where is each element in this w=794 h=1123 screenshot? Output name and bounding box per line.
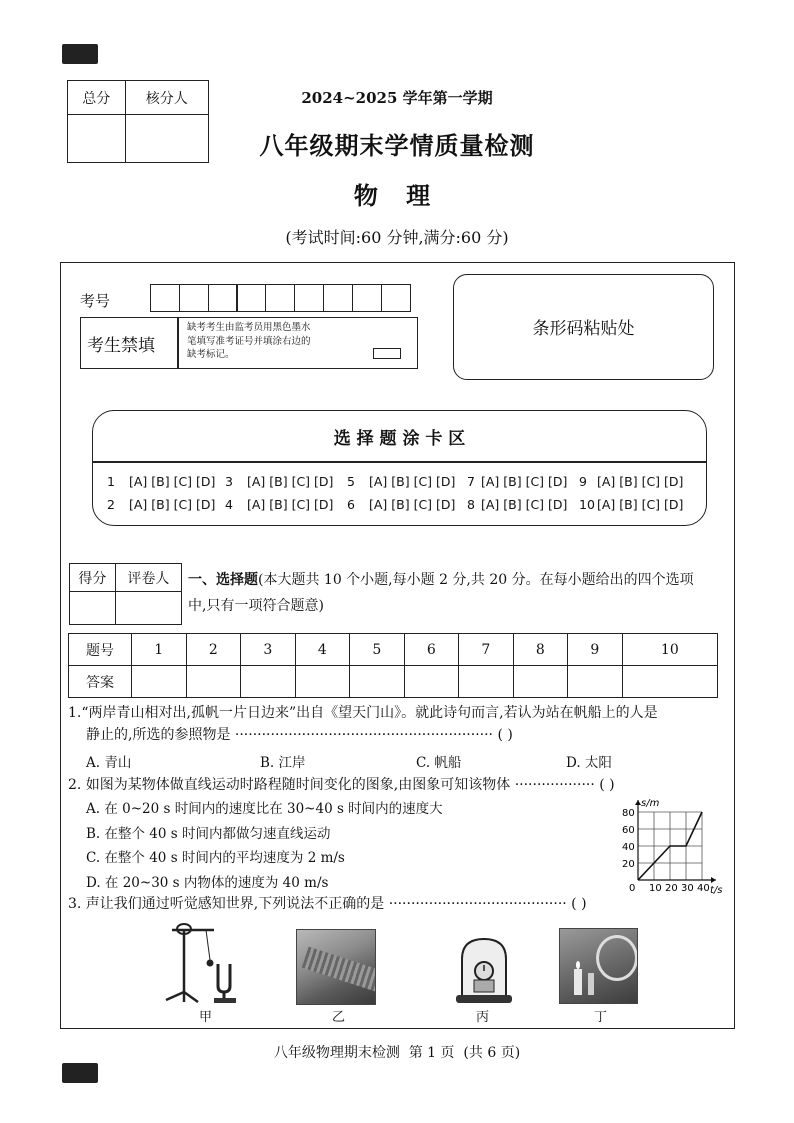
id-cell[interactable] bbox=[294, 284, 324, 312]
chart-y-tick-label: 20 bbox=[622, 859, 635, 870]
answer-cell[interactable] bbox=[622, 666, 717, 698]
bubble-q-num: 8 bbox=[467, 497, 475, 512]
answer-grid-number: 1 bbox=[132, 634, 187, 666]
bubble-q-num: 7 bbox=[467, 474, 475, 489]
section-heading-line1 bbox=[188, 567, 733, 593]
registration-mark-bottom bbox=[62, 1063, 98, 1083]
bubble-opts[interactable]: [A] [B] [C] [D] bbox=[247, 474, 334, 489]
answer-cell[interactable] bbox=[295, 666, 350, 698]
q2-option-c[interactable]: C. 在整个 40 s 时间内的平均速度为 2 m/s bbox=[86, 850, 345, 866]
candidate-ban-box bbox=[80, 317, 418, 369]
barcode-area bbox=[453, 274, 714, 380]
figure-label-jia: 甲 bbox=[199, 1010, 213, 1025]
choice-area-title: 选 择 题 涂 卡 区 bbox=[333, 429, 466, 449]
section-heading-rest: (本大题共 10 个小题,每小题 2 分,共 20 分。在每小题给出的四个选项 bbox=[258, 572, 694, 588]
candidate-id-cells[interactable] bbox=[150, 284, 409, 312]
figure-ding-candle-photo bbox=[559, 928, 638, 1004]
term-label: 2024~2025 学年第一学期 bbox=[301, 89, 493, 107]
bubble-q-num: 5 bbox=[347, 474, 355, 489]
ban-note-line: 笔填写准考证号并填涂右边的 bbox=[187, 335, 311, 347]
bubble-q-num: 6 bbox=[347, 497, 355, 512]
answer-grid-number: 7 bbox=[459, 634, 514, 666]
answer-grid-number: 2 bbox=[186, 634, 241, 666]
figure-label-bing: 丙 bbox=[476, 1010, 490, 1025]
bubble-q-num: 1 bbox=[107, 474, 115, 489]
checker-label: 核分人 bbox=[125, 81, 209, 115]
question-1-line2: 静止的,所选的参照物是 ·························································· ( ) bbox=[86, 727, 513, 743]
section-score-label: 得分 bbox=[70, 564, 116, 592]
page-footer: 八年级物理期末检测 第 1 页 (共 6 页) bbox=[273, 1045, 521, 1061]
id-cell[interactable] bbox=[150, 284, 180, 312]
chart-x-tick-label: 10 bbox=[649, 883, 662, 894]
answer-grid-number: 8 bbox=[513, 634, 568, 666]
q2-option-d[interactable]: D. 在 20~30 s 内物体的速度为 40 m/s bbox=[86, 874, 329, 891]
answer-cell[interactable] bbox=[132, 666, 187, 698]
bubble-item[interactable] bbox=[467, 497, 579, 512]
distance-time-chart bbox=[608, 796, 726, 894]
bubble-q-num: 2 bbox=[107, 497, 115, 512]
chart-y-axis-label: s/m bbox=[641, 798, 660, 809]
answer-grid-number: 10 bbox=[622, 634, 717, 666]
question-2-stem: 2. 如图为某物体做直线运动时路程随时间变化的图象,由图象可知该物体 ·················· ( ) bbox=[68, 777, 615, 793]
chart-x-tick-label: 20 bbox=[665, 883, 678, 894]
question-2-options bbox=[86, 797, 443, 895]
bubble-item[interactable] bbox=[579, 497, 697, 512]
absent-mark-box[interactable] bbox=[373, 348, 401, 359]
id-cell[interactable] bbox=[352, 284, 382, 312]
bubble-q-num: 3 bbox=[225, 474, 233, 489]
chart-origin-label: 0 bbox=[629, 883, 636, 894]
chart-x-tick-label: 30 bbox=[681, 883, 694, 894]
choice-area-divider bbox=[93, 461, 706, 463]
chart-y-tick-label: 40 bbox=[622, 842, 635, 853]
answer-grid-number: 5 bbox=[350, 634, 405, 666]
bubble-opts[interactable]: [A] [B] [C] [D] bbox=[369, 474, 456, 489]
answer-grid-answer-label: 答案 bbox=[69, 666, 132, 698]
q2-option-a[interactable]: A. 在 0~20 s 时间内的速度比在 30~40 s 时间内的速度大 bbox=[86, 801, 443, 817]
bubble-q-num: 4 bbox=[225, 497, 233, 512]
id-cell[interactable] bbox=[265, 284, 295, 312]
chart-x-arrow bbox=[711, 877, 716, 883]
answer-cell[interactable] bbox=[350, 666, 405, 698]
id-cell[interactable] bbox=[236, 284, 266, 312]
bubble-opts[interactable]: [A] [B] [C] [D] bbox=[247, 497, 334, 512]
figure-label-ding: 丁 bbox=[594, 1010, 608, 1025]
candidate-id-label: 考号 bbox=[80, 292, 111, 310]
figure-bing-bell-jar bbox=[452, 925, 516, 1007]
section-heading-bold: 一、选择题 bbox=[188, 572, 258, 588]
bubble-item[interactable] bbox=[107, 474, 225, 489]
bubble-item[interactable] bbox=[467, 474, 579, 489]
q1-option-d[interactable]: D. 太阳 bbox=[566, 755, 612, 771]
bubble-opts[interactable]: [A] [B] [C] [D] bbox=[481, 497, 568, 512]
answer-cell[interactable] bbox=[241, 666, 296, 698]
answer-grid-number: 4 bbox=[295, 634, 350, 666]
bubble-item[interactable] bbox=[347, 474, 467, 489]
answer-cell[interactable] bbox=[186, 666, 241, 698]
answer-grid-number-label: 题号 bbox=[69, 634, 132, 666]
answer-grid-number: 6 bbox=[404, 634, 459, 666]
exam-info: (考试时间:60 分钟,满分:60 分) bbox=[285, 228, 509, 247]
ban-label: 考生禁填 bbox=[87, 336, 155, 356]
chart-y-tick-label: 80 bbox=[622, 808, 635, 819]
ban-note-line: 缺考标记。 bbox=[187, 349, 235, 360]
question-1-options bbox=[86, 751, 706, 771]
figure-yi-zither-photo bbox=[296, 929, 376, 1005]
question-3-stem: 3. 声让我们通过听觉感知世界,下列说法不正确的是 ········································ ( ) bbox=[68, 896, 587, 912]
figure-jia-tuning-fork bbox=[158, 920, 250, 1006]
answer-grid-number: 9 bbox=[568, 634, 623, 666]
bubble-item[interactable] bbox=[107, 497, 225, 512]
id-cell[interactable] bbox=[179, 284, 209, 312]
bubble-opts[interactable]: [A] [B] [C] [D] bbox=[129, 497, 216, 512]
question-1 bbox=[68, 702, 728, 746]
section-score-box bbox=[69, 563, 182, 625]
section-score-cell[interactable] bbox=[70, 592, 116, 625]
bubble-row-1 bbox=[107, 474, 697, 489]
ban-divider bbox=[177, 318, 179, 368]
bubble-item[interactable] bbox=[579, 474, 697, 489]
id-cell[interactable] bbox=[208, 284, 238, 312]
registration-mark-top bbox=[62, 44, 98, 64]
answer-grid bbox=[68, 633, 718, 698]
section-grader-cell[interactable] bbox=[115, 592, 181, 625]
bubble-opts[interactable]: [A] [B] [C] [D] bbox=[481, 474, 568, 489]
chart-y-tick-label: 60 bbox=[622, 825, 635, 836]
answer-cell[interactable] bbox=[568, 666, 623, 698]
bubble-q-num: 10 bbox=[579, 497, 595, 512]
id-cell[interactable] bbox=[323, 284, 353, 312]
bubble-item[interactable] bbox=[225, 497, 347, 512]
bubble-item[interactable] bbox=[347, 497, 467, 512]
bubble-opts[interactable]: [A] [B] [C] [D] bbox=[369, 497, 456, 512]
bubble-opts[interactable]: [A] [B] [C] [D] bbox=[597, 497, 684, 512]
choice-bubble-area bbox=[92, 410, 707, 526]
barcode-label: 条形码粘贴处 bbox=[532, 319, 635, 339]
subject-title: 物 理 bbox=[353, 181, 441, 210]
section-heading-line2: 中,只有一项符合题意) bbox=[188, 598, 324, 614]
q2-option-b[interactable]: B. 在整个 40 s 时间内都做匀速直线运动 bbox=[86, 825, 331, 842]
bubble-item[interactable] bbox=[225, 474, 347, 489]
ban-note-line: 缺考考生由监考员用黑色墨水 bbox=[187, 322, 311, 333]
section-grader-label: 评卷人 bbox=[115, 564, 181, 592]
ban-note bbox=[187, 321, 311, 362]
q1-option-b[interactable]: B. 江岸 bbox=[260, 755, 306, 771]
q1-option-a[interactable]: A. 青山 bbox=[86, 755, 132, 771]
bubble-q-num: 9 bbox=[579, 474, 587, 489]
answer-cell[interactable] bbox=[459, 666, 514, 698]
q1-option-c[interactable]: C. 帆船 bbox=[416, 755, 462, 771]
question-1-line1: 1.“两岸青山相对出,孤帆一片日边来”出自《望天门山》。就此诗句而言,若认为站在帆船上的人是 bbox=[68, 705, 658, 721]
exam-title: 八年级期末学情质量检测 bbox=[259, 131, 535, 160]
id-cell[interactable] bbox=[381, 284, 411, 312]
answer-grid-number: 3 bbox=[241, 634, 296, 666]
section-heading bbox=[188, 567, 733, 619]
answer-cell[interactable] bbox=[513, 666, 568, 698]
total-score-label: 总分 bbox=[68, 81, 126, 115]
bubble-row-2 bbox=[107, 497, 697, 512]
answer-cell[interactable] bbox=[404, 666, 459, 698]
bubble-opts[interactable]: [A] [B] [C] [D] bbox=[129, 474, 216, 489]
chart-x-axis-label: t/s bbox=[710, 885, 723, 894]
chart-x-tick-label: 40 bbox=[697, 883, 710, 894]
figure-label-yi: 乙 bbox=[332, 1010, 346, 1025]
bubble-opts[interactable]: [A] [B] [C] [D] bbox=[597, 474, 684, 489]
